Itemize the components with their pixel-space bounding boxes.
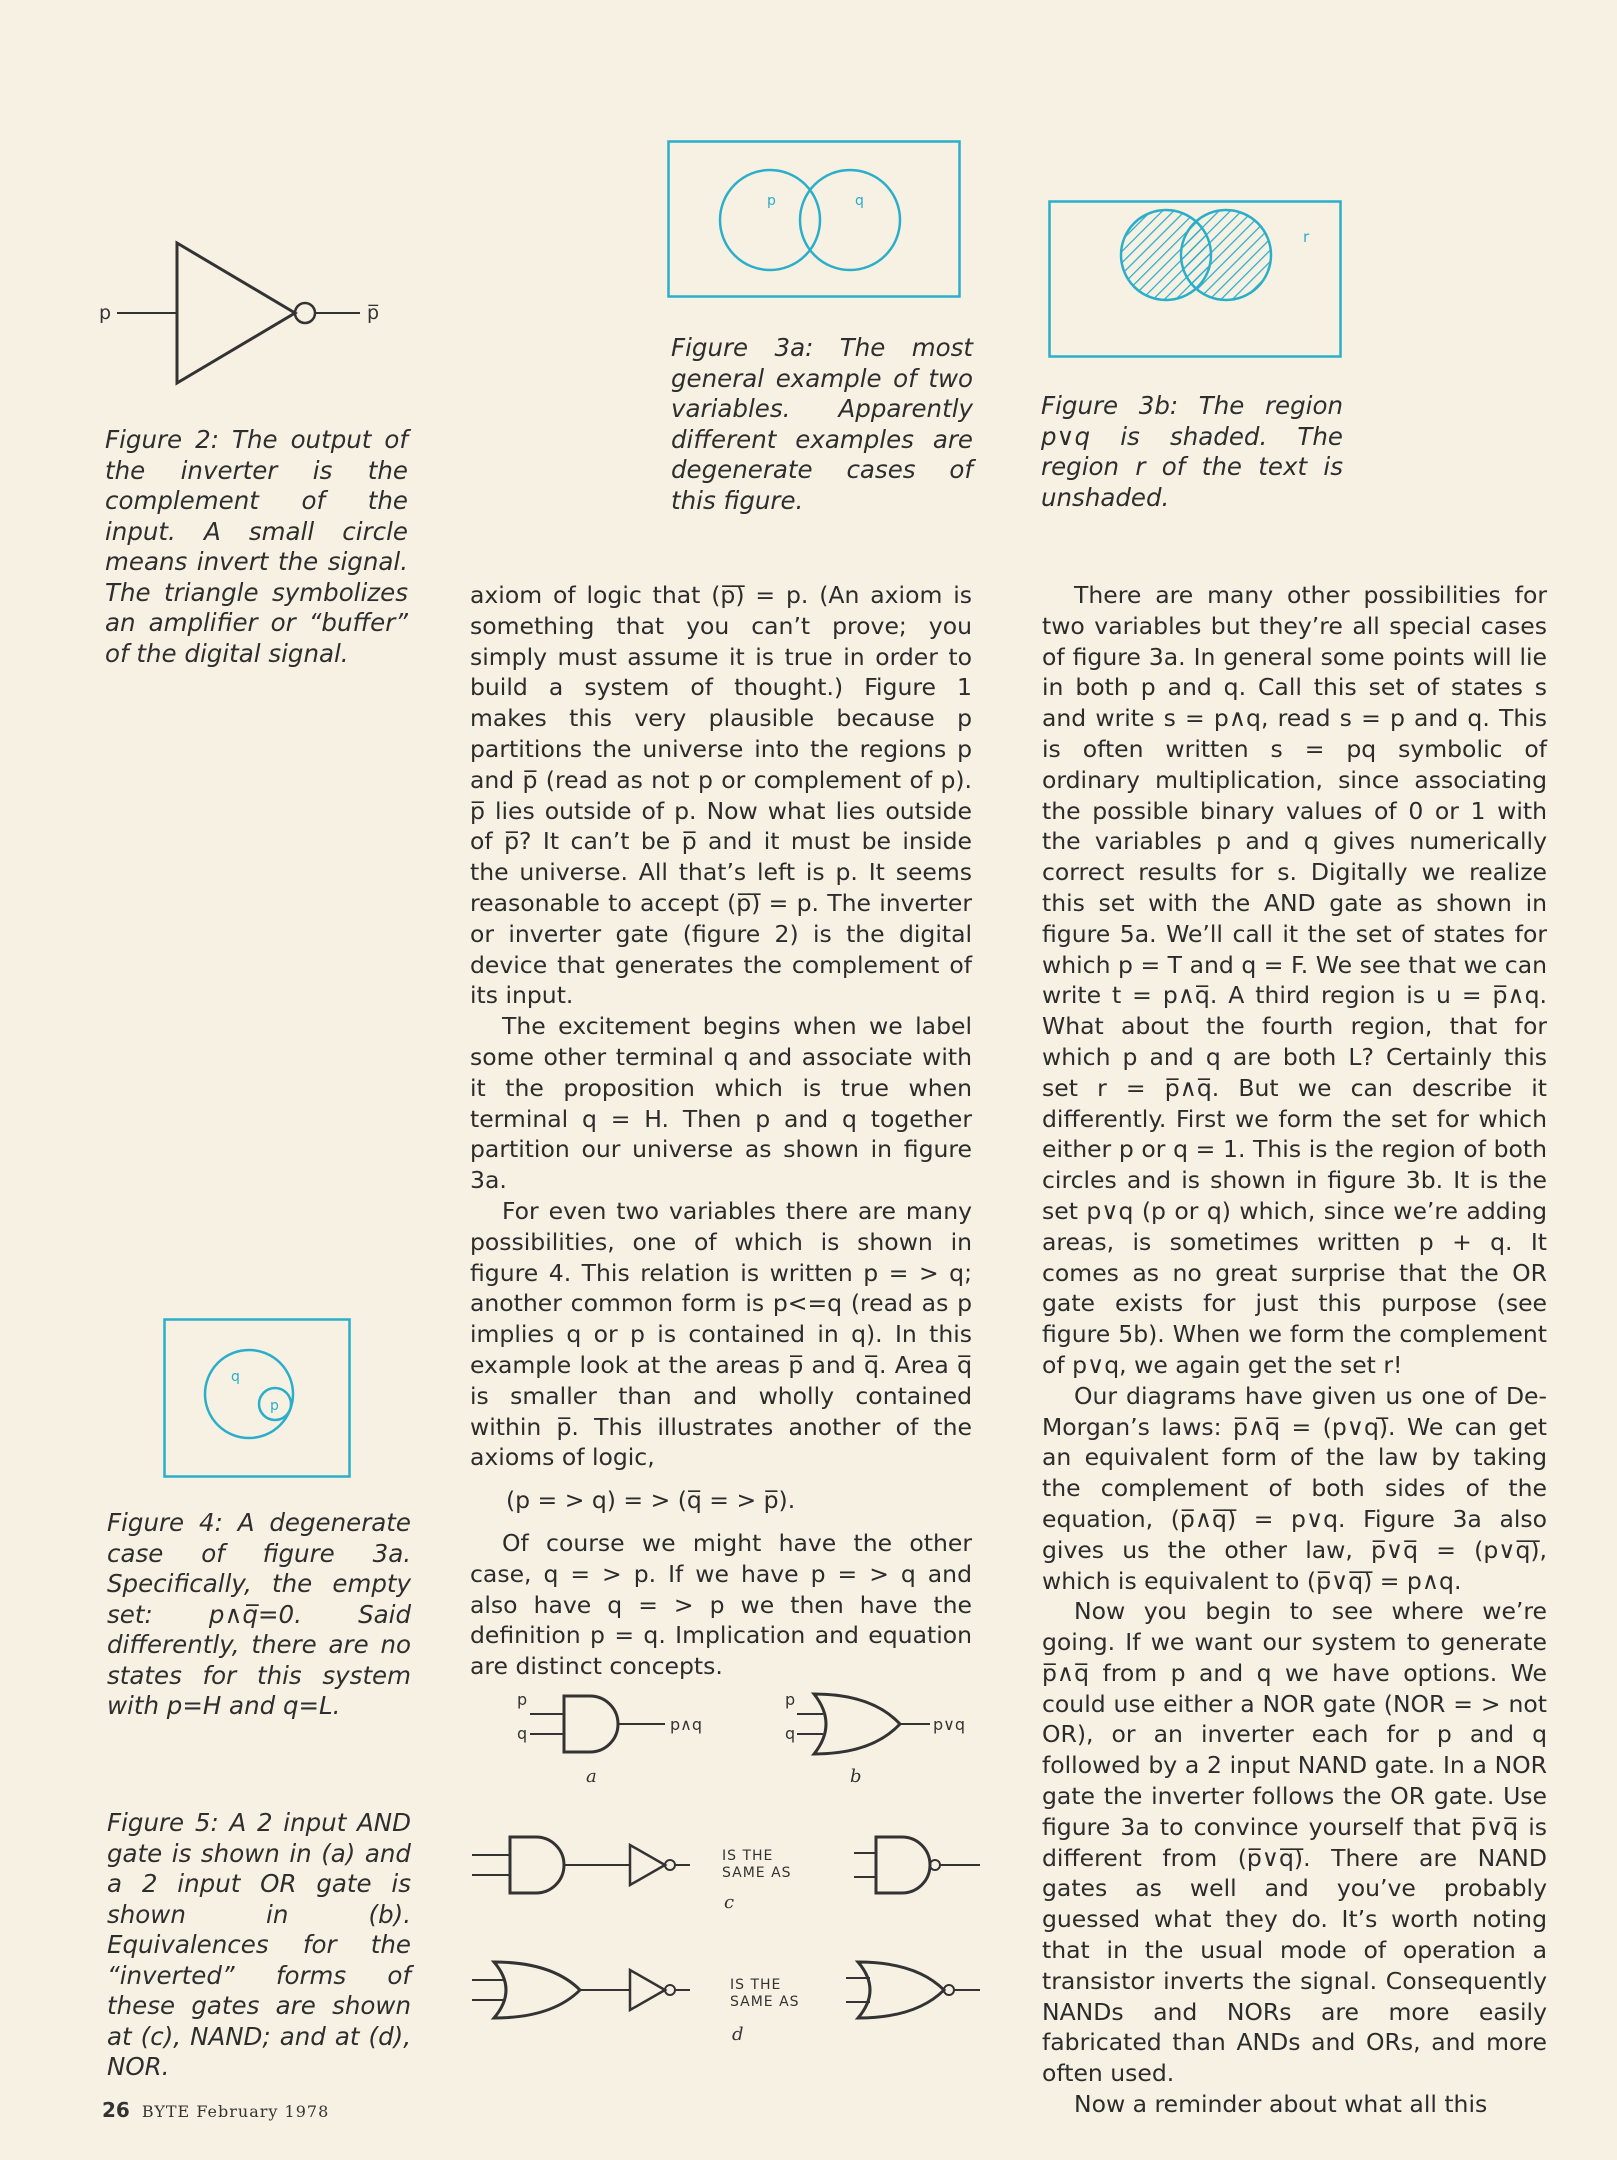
output-pandq-label: p∧q	[670, 1715, 703, 1734]
shaded-circle-q	[1181, 210, 1271, 300]
figure-3b-venn-diagram	[1048, 200, 1342, 358]
input-p-label: p	[785, 1690, 796, 1709]
or-gate-icon	[494, 1962, 580, 2018]
figure-3a-caption: Figure 3a: The most general example of two variables. Apparently different examples are degenerate cases of this figure.	[671, 333, 973, 515]
inverter-input-label: p	[99, 302, 112, 324]
body-column-2	[470, 580, 972, 1682]
or-gate-b	[785, 1690, 965, 1787]
same-as-label: SAME AS	[730, 1994, 800, 2010]
figure-5-gates-diagram	[460, 1680, 1000, 2060]
and-gate-a	[517, 1690, 702, 1787]
universe-box	[165, 1320, 350, 1477]
is-the-label: IS THE	[722, 1848, 774, 1864]
paragraph: Of course we might have the other case, q = > p. If we have p = > q and also have q = > p we then have the definition p = q. Implication and equation are distinct concepts.	[470, 1528, 972, 1681]
page-number: 26	[102, 2098, 130, 2122]
label-a: a	[586, 1766, 597, 1787]
paragraph: Now a reminder about what all this	[1074, 2090, 1488, 2119]
universe-box	[669, 142, 960, 297]
output-porq-label: p∨q	[933, 1715, 966, 1734]
paragraph: Our diagrams have given us one of De-Morgan’s laws: p̅∧q̅ = (p∨q)̅. We can get an equivalent form of the law by taking the complement of both sides of the equation, (p̅∧q̅)̅ = p∨q. Figure 3a also gives us the other law, p̅∨q̅ = (p∨q̅)̅, which is equivalent to (p̅∨q̅)̅ = p∧q.	[1042, 1381, 1547, 1595]
paragraph: axiom of logic that (p̅)̅ = p. (An axiom is something that you can’t prove; you simply must assume it is true in order to build a system of thought.) Figure 1 makes this very plausible because p partitions the universe into the regions p and p̅ (read as not p or complement of p). p̅ lies outside of p. Now what lies outside of p̅? It can’t be p̅ and it must be inside the universe. All that’s left is p. It seems reasonable to accept (p̅)̅ = p. The inverter or inverter gate (figure 2) is the digital device that generates the complement of its input.	[470, 581, 972, 1010]
equation: (p = > q) = > (q̅ = > p̅).	[506, 1486, 796, 1515]
body-column-3	[1042, 580, 1547, 2120]
inverter-icon	[630, 1970, 665, 2010]
invert-bubble-icon	[295, 303, 315, 323]
paragraph: The excitement begins when we label some other terminal q and associate with it the proposition which is true when terminal q = H. Then p and q together partition our universe as shown in figure 3a.	[470, 1012, 972, 1195]
input-p-label: p	[517, 1690, 528, 1709]
label-d: d	[732, 2024, 744, 2045]
figure-2-caption: Figure 2: The output of the inverter is the complement of the input. A small circle means invert the signal. The triangle symbolizes an amplifier or “buffer” of the digital signal.	[105, 425, 408, 668]
label-q: q	[855, 193, 864, 209]
circle-p	[720, 170, 820, 270]
input-q-label: q	[517, 1724, 528, 1743]
paragraph: For even two variables there are many possibilities, one of which is shown in figure 4. This relation is written p = > q; another common form is p<=q (read as p implies q or p is contained in q). In this example look at the areas p̅ and q̅. Area q̅ is smaller than and wholly contained within p̅. This illustrates another of the axioms of logic,	[470, 1196, 972, 1472]
label-p: p	[270, 1398, 279, 1414]
is-the-label: IS THE	[730, 1977, 782, 1993]
publication-name: BYTE February 1978	[141, 2102, 330, 2121]
and-gate-icon	[564, 1696, 618, 1752]
figure-5-caption: Figure 5: A 2 input AND gate is shown in (a) and a 2 input OR gate is shown in (b). Equivalences for the “inverted” forms of these gates are shown at (c), NAND; and at (d), NOR.	[107, 1808, 411, 2081]
nand-equivalence-c	[472, 1837, 980, 1913]
label-r: r	[1303, 228, 1310, 246]
nor-gate-icon	[858, 1962, 944, 2018]
buffer-triangle-icon	[177, 243, 295, 383]
figure-4-caption: Figure 4: A degenerate case of figure 3a. Specifically, the empty set: p∧q̅=0. Said differently, there are no states for this system with p=H and q=L.	[107, 1508, 411, 1720]
figure-3a-venn-diagram	[667, 140, 961, 298]
page-footer	[102, 2098, 329, 2122]
input-q-label: q	[785, 1724, 796, 1743]
circle-q	[205, 1350, 293, 1438]
nor-equivalence-d	[472, 1962, 980, 2045]
paragraph: Now you begin to see where we’re going. If we want our system to generate p̅∧q̅ from p and q we have options. We could use either a NOR gate (NOR = > not OR), or an inverter each for p and q followed by a 2 input NAND gate. In a NOR gate the inverter follows the OR gate. Use figure 3a to convince yourself that p̅∨q̅ is different from (p̅∨q̅)̅. There are NAND gates as well and you’ve probably guessed what they do. It’s worth noting that in the usual mode of operation a transistor inverts the signal. Consequently NANDs and NORs are more easily fabricated than ANDs and ORs, and more often used.	[1042, 1597, 1547, 2088]
figure-4-venn-diagram	[163, 1318, 351, 1478]
label-p: p	[767, 193, 776, 209]
paragraph: There are many other possibilities for two variables but they’re all special cases of figure 3a. In general some points will lie in both p and q. Call this set of states s and write s = p∧q, read s = p and q. This is often written s = pq symbolic of ordinary multiplication, since associating the possible binary values of 0 or 1 with the variables p and q gives numerically correct results for s. Digitally we realize this set with the AND gate as shown in figure 5a. We’ll call it the set of states for which p = T and q = F. We see that we can write t = p∧q̅. A third region is u = p̅∧q. What about the fourth region, that for which p and q are both L? Certainly this set r = p̅∧q̅. But we can describe it differently. First we form the set for which either p or q = 1. This is the region of both circles and is shown in figure 3b. It is the set p∨q (p or q) which, since we’re adding areas, is sometimes written p + q. It comes as no great surprise that the OR gate exists for just this purpose (see figure 5b). When we form the complement of p∨q, we again get the set r!	[1042, 581, 1547, 1379]
figure-2-inverter-diagram	[95, 235, 415, 395]
label-c: c	[724, 1892, 735, 1913]
label-q: q	[231, 1369, 240, 1385]
nand-gate-icon	[876, 1837, 930, 1893]
figure-3b-caption: Figure 3b: The region p∨q is shaded. The region r of the text is unshaded.	[1041, 391, 1343, 512]
inverter-output-label: p̅	[367, 302, 380, 324]
inverter-icon	[630, 1845, 665, 1885]
same-as-label: SAME AS	[722, 1865, 792, 1881]
or-gate-icon	[814, 1694, 900, 1754]
and-gate-icon	[510, 1837, 564, 1893]
circle-q	[800, 170, 900, 270]
label-b: b	[850, 1766, 862, 1787]
